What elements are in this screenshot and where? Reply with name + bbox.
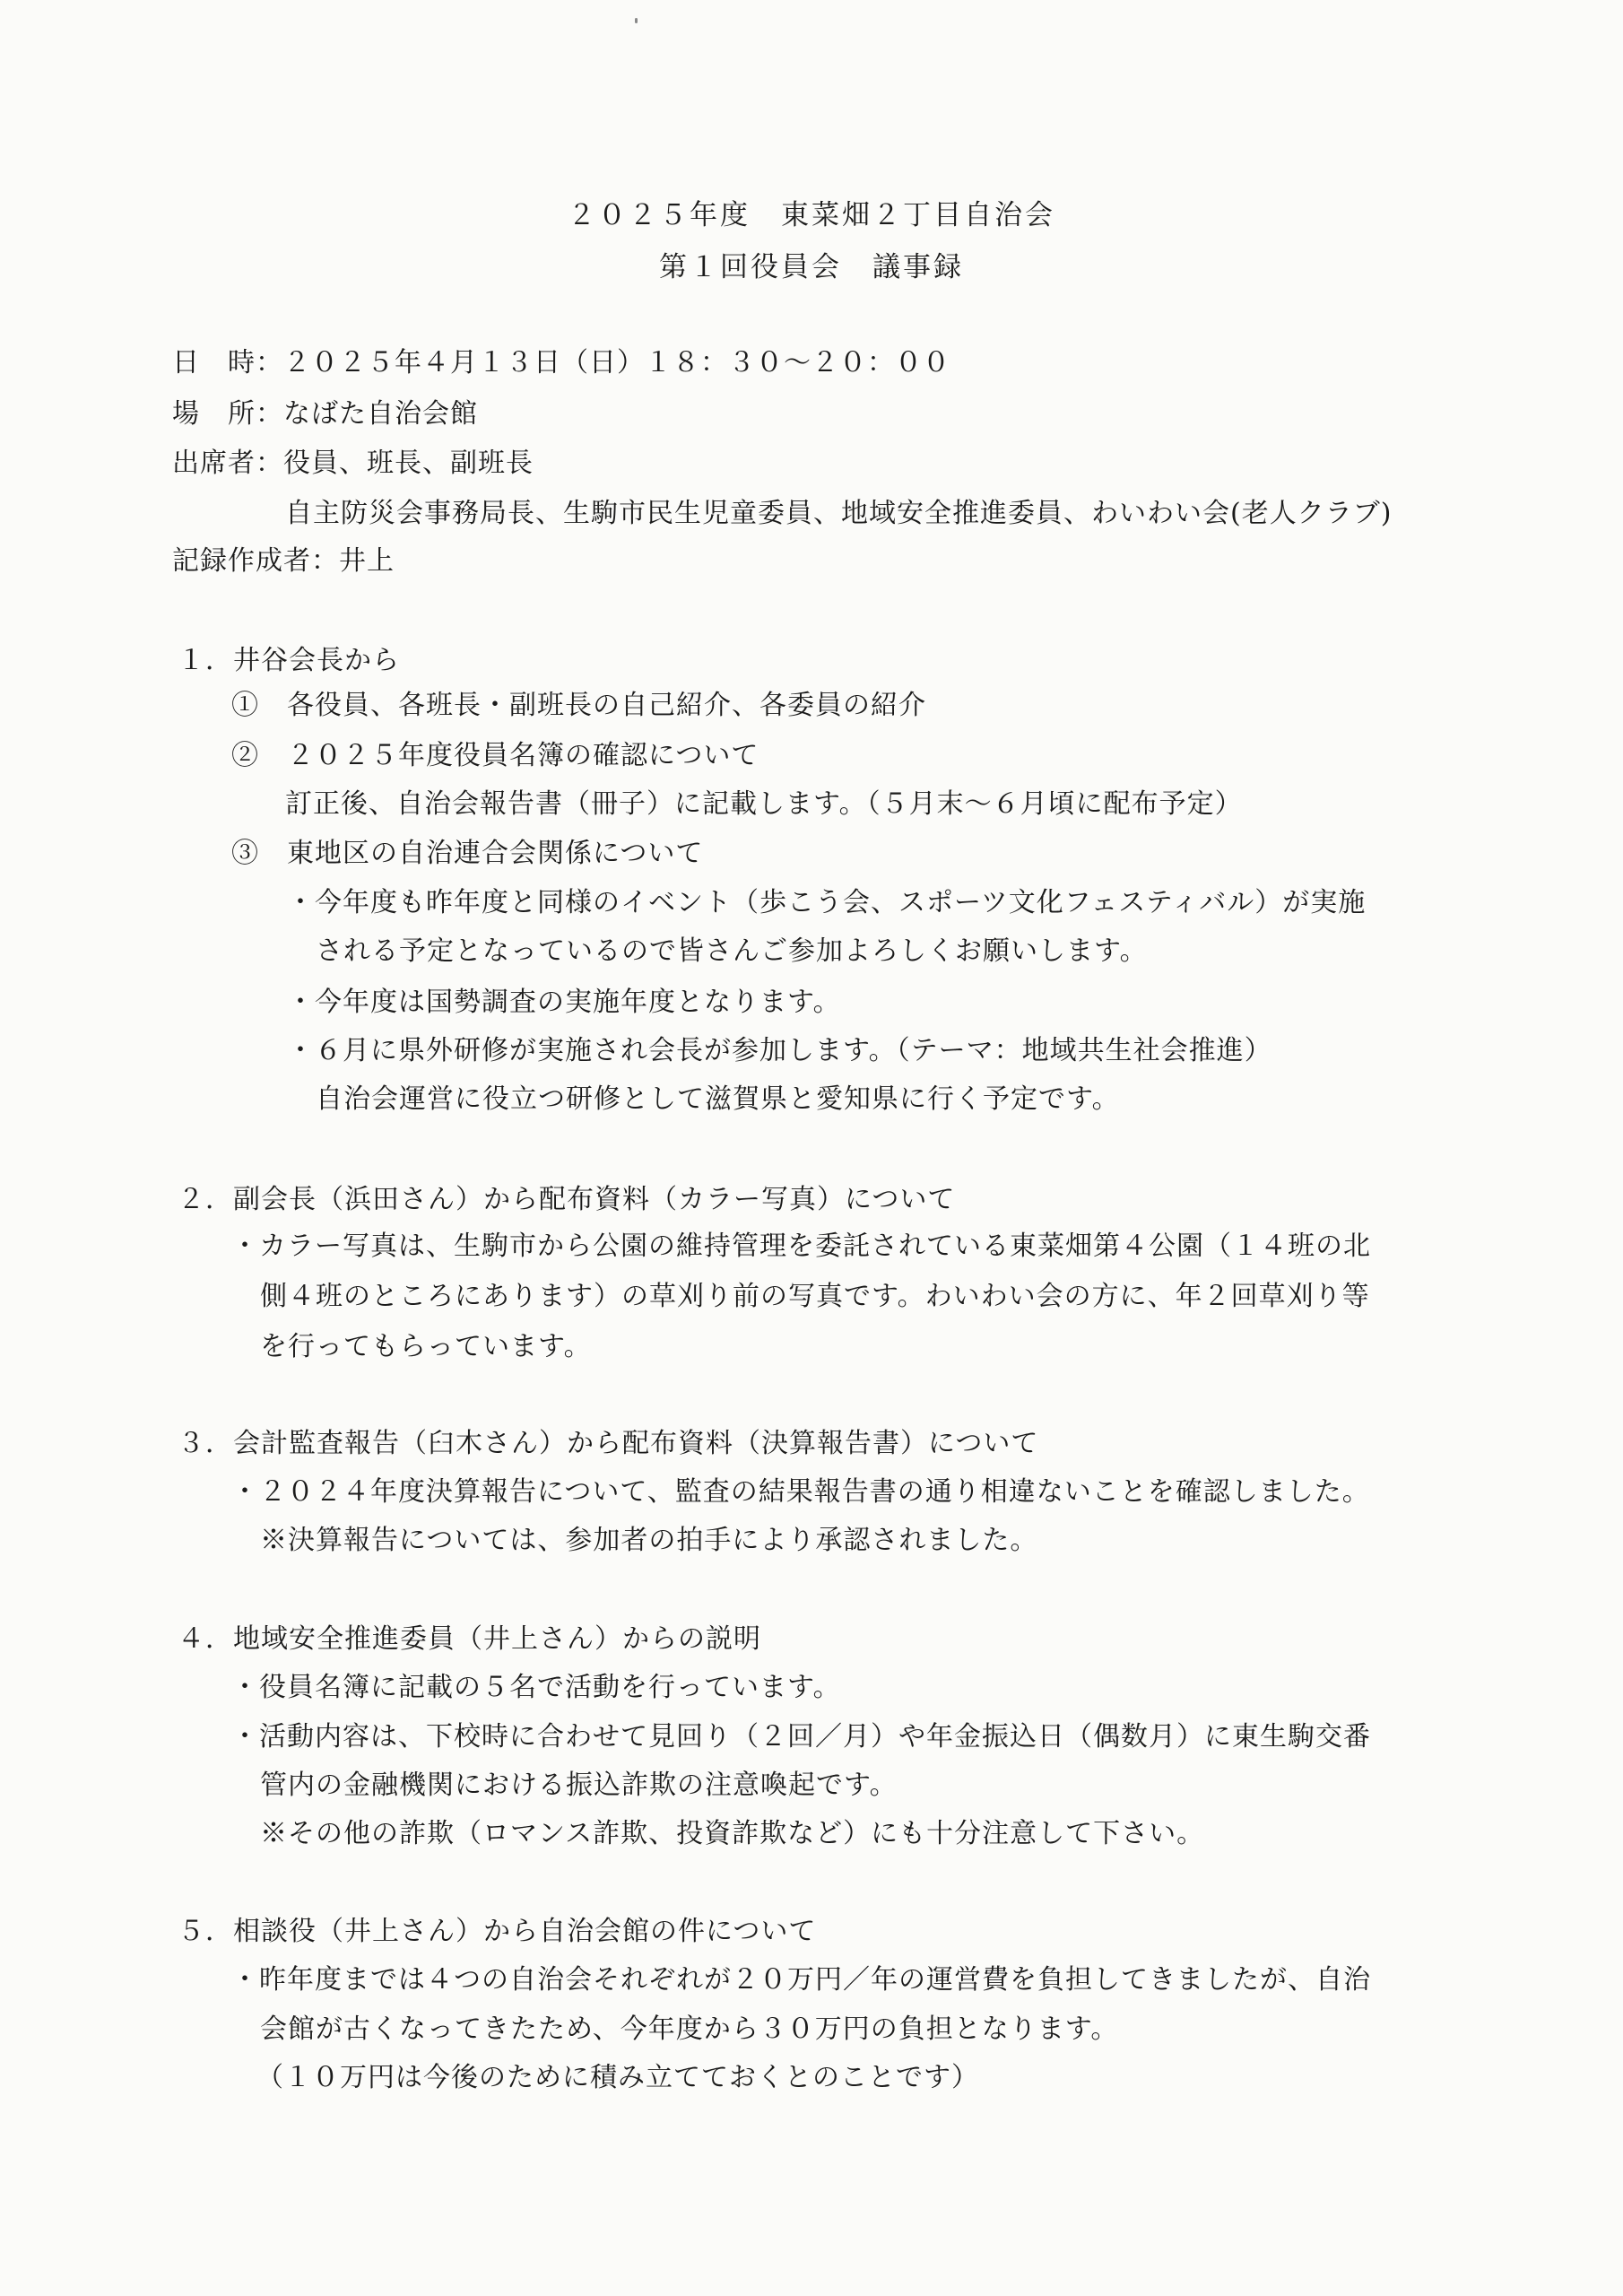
section-item: を行ってもらっています。	[260, 1331, 592, 1362]
section-item: ・２０２４年度決算報告について、監査の結果報告書の通り相違ないことを確認しました。	[231, 1476, 1370, 1508]
section-item: 会館が古くなってきたため、今年度から３０万円の負担となります。	[260, 2013, 1119, 2045]
meta-attendees: 出席者：役員、班長、副班長	[172, 448, 534, 479]
section-item: される予定となっているので皆さんご参加よろしくお願いします。	[316, 935, 1148, 967]
section-item: ・６月に県外研修が実施され会長が参加します。（テーマ：地域共生社会推進）	[287, 1035, 1272, 1066]
section-item: ※その他の詐欺（ロマンス詐欺、投資詐欺など）にも十分注意して下さい。	[260, 1818, 1205, 1849]
section-heading: ３．会計監査報告（臼木さん）から配布資料（決算報告書）について	[178, 1428, 1039, 1459]
section-item: ・昨年度までは４つの自治会それぞれが２０万円／年の運営費を負担してきましたが、自治	[231, 1964, 1371, 1996]
section-item: ・カラー写真は、生駒市から公園の維持管理を委託されている東菜畑第４公園（１４班の北	[231, 1231, 1371, 1262]
section-heading: ２．副会長（浜田さん）から配布資料（カラー写真）について	[178, 1184, 956, 1215]
section-item: ※決算報告については、参加者の拍手により承認されました。	[260, 1525, 1038, 1556]
section-item: （１０万円は今後のために積み立てておくとのことです）	[256, 2062, 979, 2093]
section-heading: ５．相談役（井上さん）から自治会館の件について	[178, 1916, 817, 1947]
meta-place: 場 所：なばた自治会館	[172, 398, 478, 430]
section-item: ② ２０２５年度役員名簿の確認について	[231, 740, 759, 771]
document-subtitle: 第１回役員会 議事録	[659, 251, 964, 283]
section-item: ・今年度も昨年度と同様のイベント（歩こう会、スポーツ文化フェスティバル）が実施	[287, 887, 1367, 918]
meta-datetime: 日 時：２０２５年４月１３日（日）１８：３０～２０：００	[172, 347, 950, 378]
meta-recorder: 記録作成者：井上	[172, 545, 395, 577]
section-heading: ４．地域安全推進委員（井上さん）からの説明	[178, 1623, 761, 1655]
section-heading: １．井谷会長から	[178, 645, 400, 676]
section-item: 自治会運営に役立つ研修として滋賀県と愛知県に行く予定です。	[316, 1083, 1120, 1115]
section-item: 訂正後、自治会報告書（冊子）に記載します。（５月末～６月頃に配布予定）	[285, 788, 1243, 820]
section-item: ・役員名簿に記載の５名で活動を行っています。	[231, 1672, 841, 1703]
section-item: ・活動内容は、下校時に合わせて見回り（２回／月）や年金振込日（偶数月）に東生駒交番	[231, 1721, 1371, 1752]
section-item: ① 各役員、各班長・副班長の自己紹介、各委員の紹介	[231, 690, 926, 721]
section-item: 管内の金融機関における振込詐欺の注意喚起です。	[260, 1770, 898, 1801]
meta-attendees-continued: 自主防災会事務局長、生駒市民生児童委員、地域安全推進委員、わいわい会(老人クラブ)	[285, 498, 1393, 529]
scan-speck	[635, 18, 638, 23]
section-item: ③ 東地区の自治連合会関係について	[231, 838, 704, 869]
document-title: ２０２５年度 東菜畑２丁目自治会	[568, 199, 1055, 231]
section-item: 側４班のところにあります）の草刈り前の写真です。わいわい会の方に、年２回草刈り等	[260, 1281, 1370, 1312]
section-item: ・今年度は国勢調査の実施年度となります。	[287, 987, 841, 1018]
